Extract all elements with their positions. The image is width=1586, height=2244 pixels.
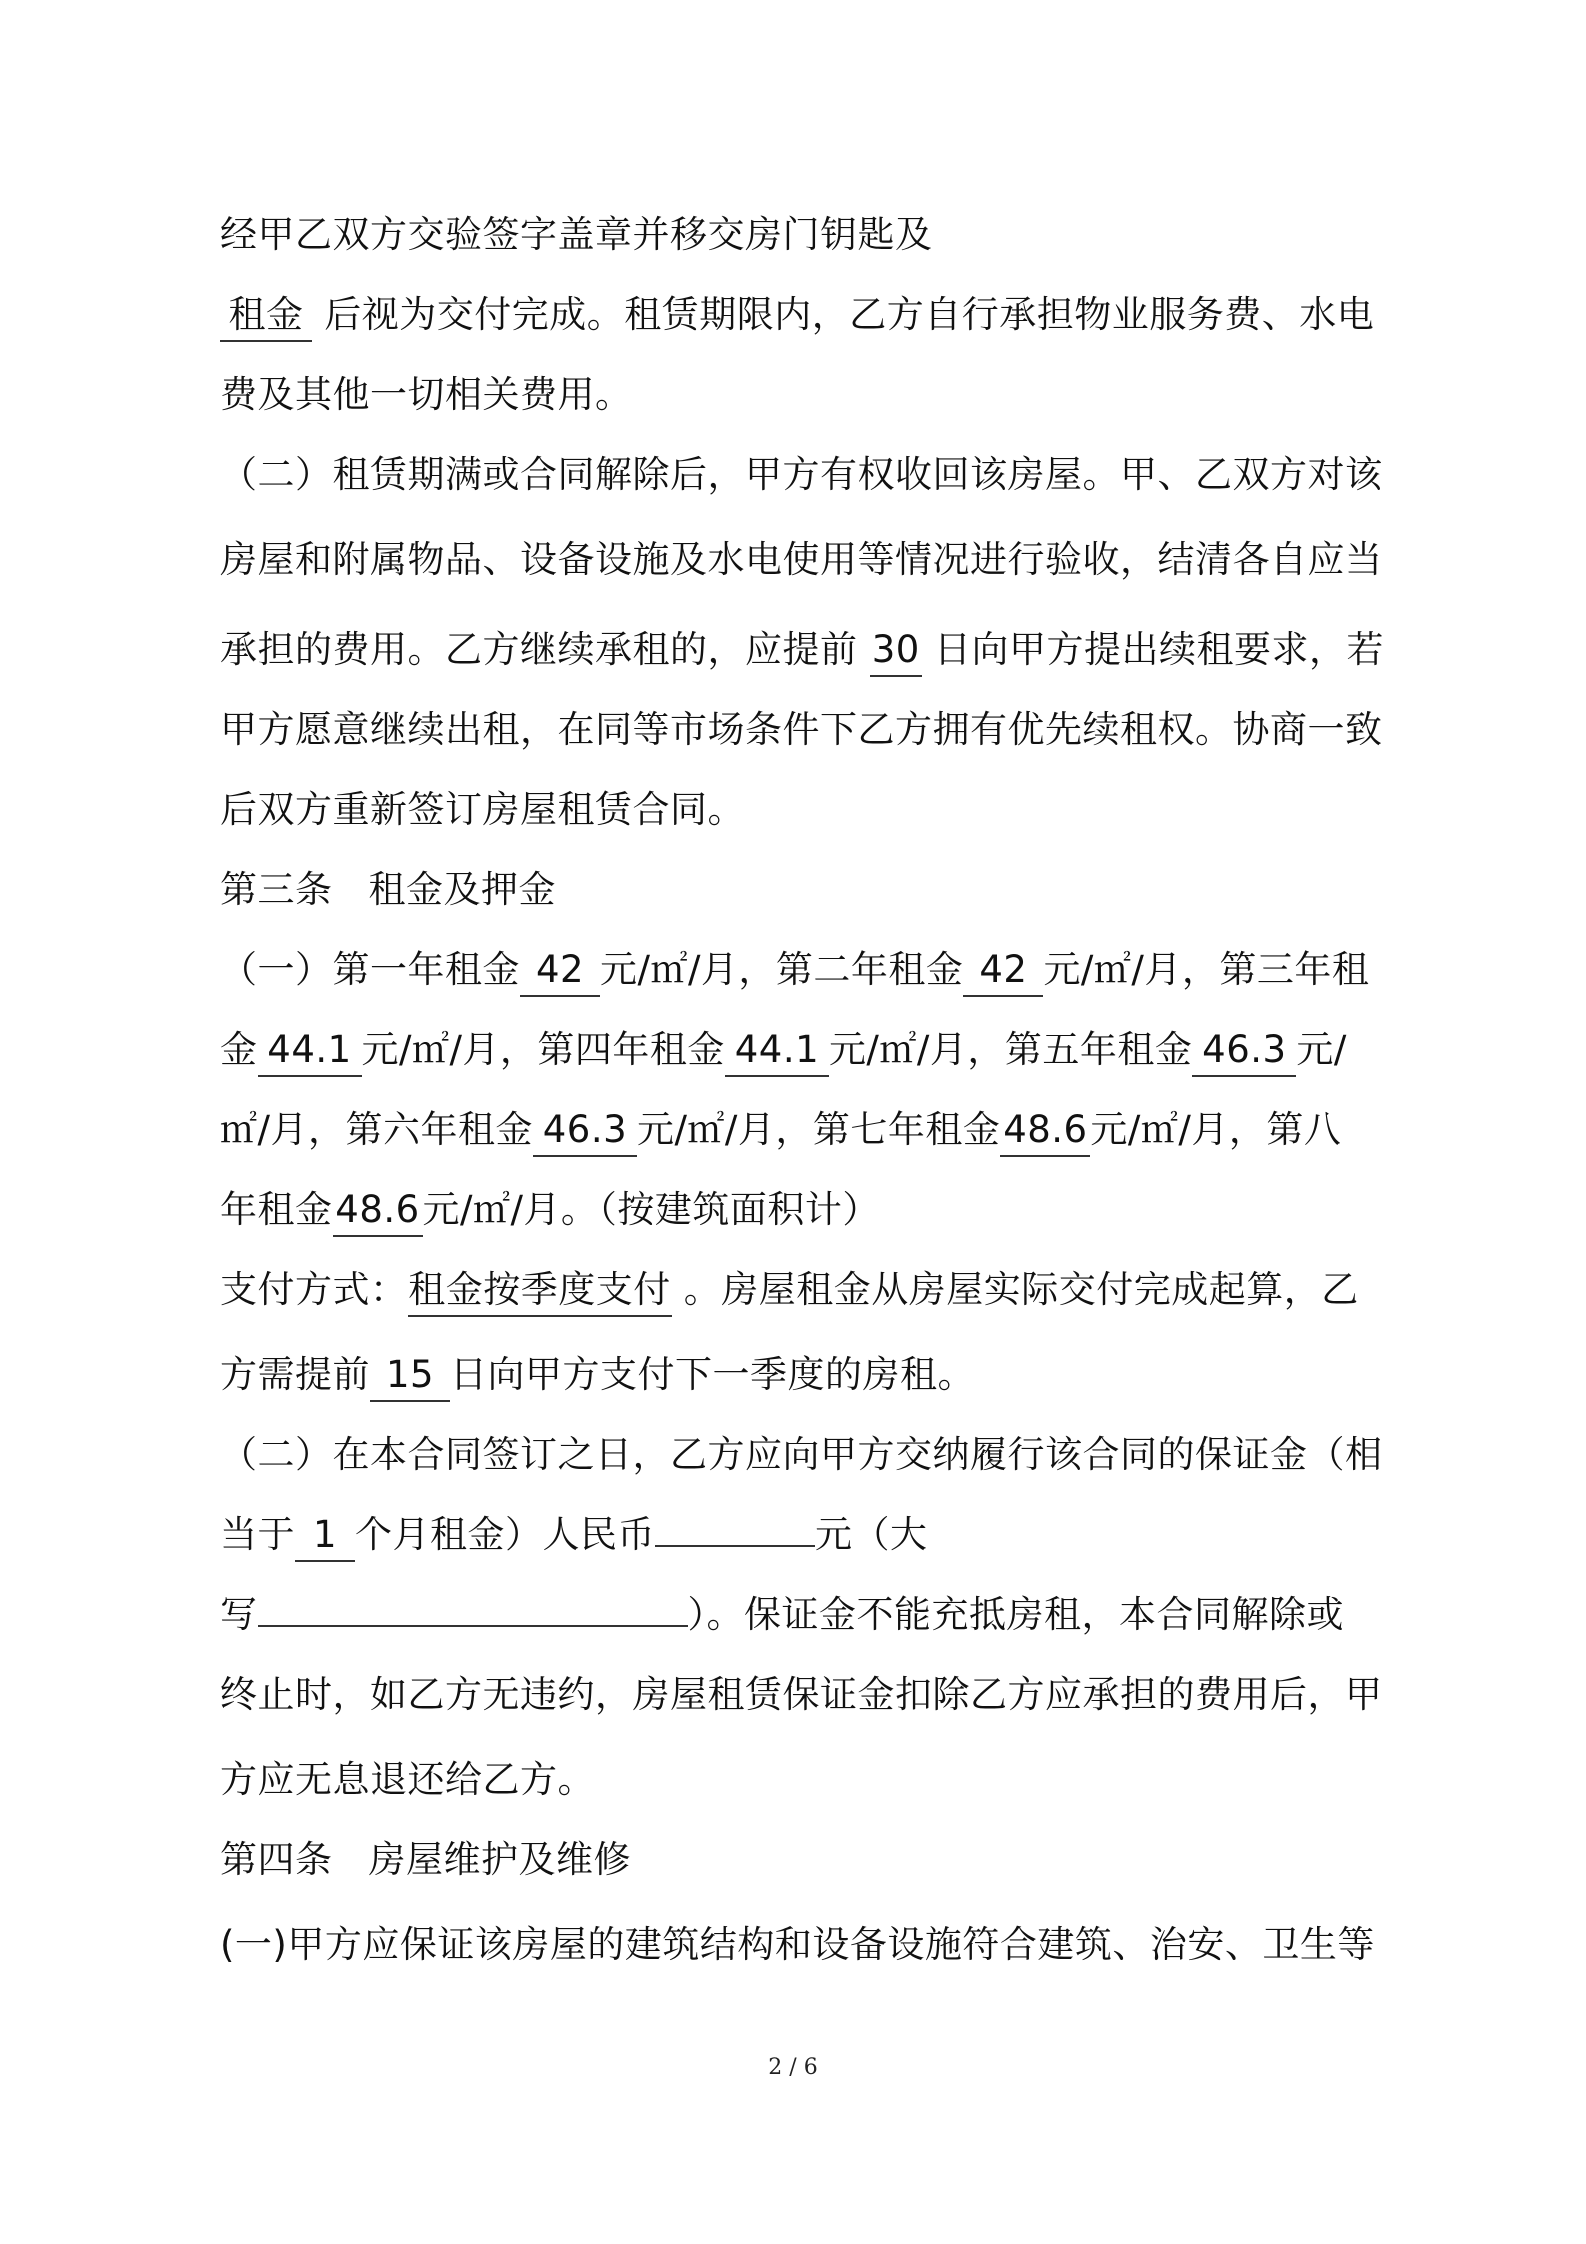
text-segment: 租金及押金 [368, 868, 556, 911]
text-segment: （一）第一年租金 [220, 948, 520, 991]
text-segment: 元/ [1296, 1028, 1347, 1071]
text-line [220, 365, 1380, 425]
filled-value: 46.3 [1192, 1025, 1296, 1077]
text-segment: 元/㎡/月，第三年租 [1043, 948, 1370, 991]
text-segment: 个月租金）人民币 [355, 1513, 655, 1556]
text-line [220, 860, 1380, 920]
text-line [220, 1180, 1380, 1240]
text-segment: （二）租赁期满或合同解除后，甲方有权收回该房屋。甲、乙双方对该 [220, 453, 1383, 496]
text-segment: 金 [220, 1028, 258, 1071]
text-segment: 元（大 [815, 1513, 928, 1556]
text-segment: 房屋和附属物品、设备设施及水电使用等情况进行验收，结清各自应当 [220, 538, 1383, 581]
page-number: 2 / 6 [768, 2055, 818, 2080]
text-line [220, 1585, 1380, 1645]
text-segment: 方需提前 [220, 1353, 370, 1396]
text-segment: 日向甲方支付下一季度的房租。 [450, 1353, 975, 1396]
text-line [220, 1020, 1380, 1080]
text-line [220, 1425, 1383, 1485]
text-segment: 年租金 [220, 1188, 333, 1231]
text-segment: 方应无息退还给乙方。 [220, 1758, 595, 1801]
fill-in-blank [258, 1585, 688, 1627]
text-segment: 当于 [220, 1513, 295, 1556]
filled-value: 15 [370, 1350, 450, 1402]
text-line [220, 285, 1380, 345]
text-segment: 经甲乙双方交验签字盖章并移交房门钥匙及 [220, 213, 933, 256]
text-segment: 支付方式： [220, 1268, 408, 1311]
text-line [220, 1345, 1380, 1405]
text-segment: 终止时，如乙方无违约，房屋租赁保证金扣除乙方应承担的费用后，甲 [220, 1673, 1383, 1716]
text-line [220, 940, 1380, 1000]
filled-value: 44.1 [725, 1025, 829, 1077]
text-line [220, 780, 1380, 840]
text-line [220, 445, 1383, 505]
fill-in-blank [655, 1505, 815, 1547]
filled-value: 30 [870, 625, 922, 677]
text-segment: 承担的费用。乙方继续承租的，应提前 [220, 628, 870, 671]
text-line [220, 1830, 1380, 1890]
text-line [220, 530, 1383, 590]
text-line [220, 205, 1380, 265]
text-segment: 后双方重新签订房屋租赁合同。 [220, 788, 745, 831]
text-line [220, 1915, 1380, 1975]
text-segment: 第三条 [220, 868, 333, 911]
text-line [220, 1260, 1380, 1320]
text-segment: 元/㎡/月，第七年租金 [636, 1108, 1001, 1151]
text-segment: ㎡/月，第六年租金 [220, 1108, 533, 1151]
filled-value: 42 [963, 945, 1043, 997]
text-segment: 费及其他一切相关费用。 [220, 373, 633, 416]
text-segment: ）。保证金不能充抵房租，本合同解除或 [687, 1593, 1344, 1636]
text-segment: 元/㎡/月，第四年租金 [361, 1028, 725, 1071]
filled-value: 42 [520, 945, 600, 997]
text-line [220, 620, 1385, 680]
filled-value: 46.3 [533, 1105, 637, 1157]
filled-value: 1 [295, 1510, 355, 1562]
text-segment: 元/㎡/月，第二年租金 [600, 948, 964, 991]
text-segment: 元/㎡/月，第八 [1090, 1108, 1342, 1151]
filled-value: 48.6 [333, 1185, 423, 1237]
text-segment: 后视为交付完成。租赁期限内，乙方自行承担物业服务费、水电 [312, 293, 1375, 336]
text-segment: 写 [220, 1593, 258, 1636]
filled-value: 48.6 [1000, 1105, 1090, 1157]
text-segment: 元/㎡/月。（按建筑面积计） [422, 1188, 880, 1231]
text-segment: 元/㎡/月，第五年租金 [828, 1028, 1193, 1071]
text-line [220, 1100, 1380, 1160]
text-segment: 甲方愿意继续出租，在同等市场条件下乙方拥有优先续租权。协商一致 [220, 708, 1383, 751]
text-segment: 日向甲方提出续租要求，若 [921, 628, 1385, 671]
text-segment: (一)甲方应保证该房屋的建筑结构和设备设施符合建筑、治安、卫生等 [220, 1923, 1375, 1966]
text-segment: 第四条 [220, 1838, 333, 1881]
filled-value: 租金按季度支付 [408, 1265, 672, 1317]
text-line [220, 1750, 1380, 1810]
filled-value: 租金 [220, 290, 312, 342]
text-segment: （二）在本合同签订之日，乙方应向甲方交纳履行该合同的保证金（相 [220, 1433, 1383, 1476]
text-segment: 房屋维护及维修 [368, 1838, 631, 1881]
text-line [220, 1665, 1383, 1725]
filled-value: 44.1 [258, 1025, 362, 1077]
text-line [220, 700, 1383, 760]
text-segment: 。房屋租金从房屋实际交付完成起算，乙 [671, 1268, 1359, 1311]
text-line [220, 1505, 1380, 1565]
